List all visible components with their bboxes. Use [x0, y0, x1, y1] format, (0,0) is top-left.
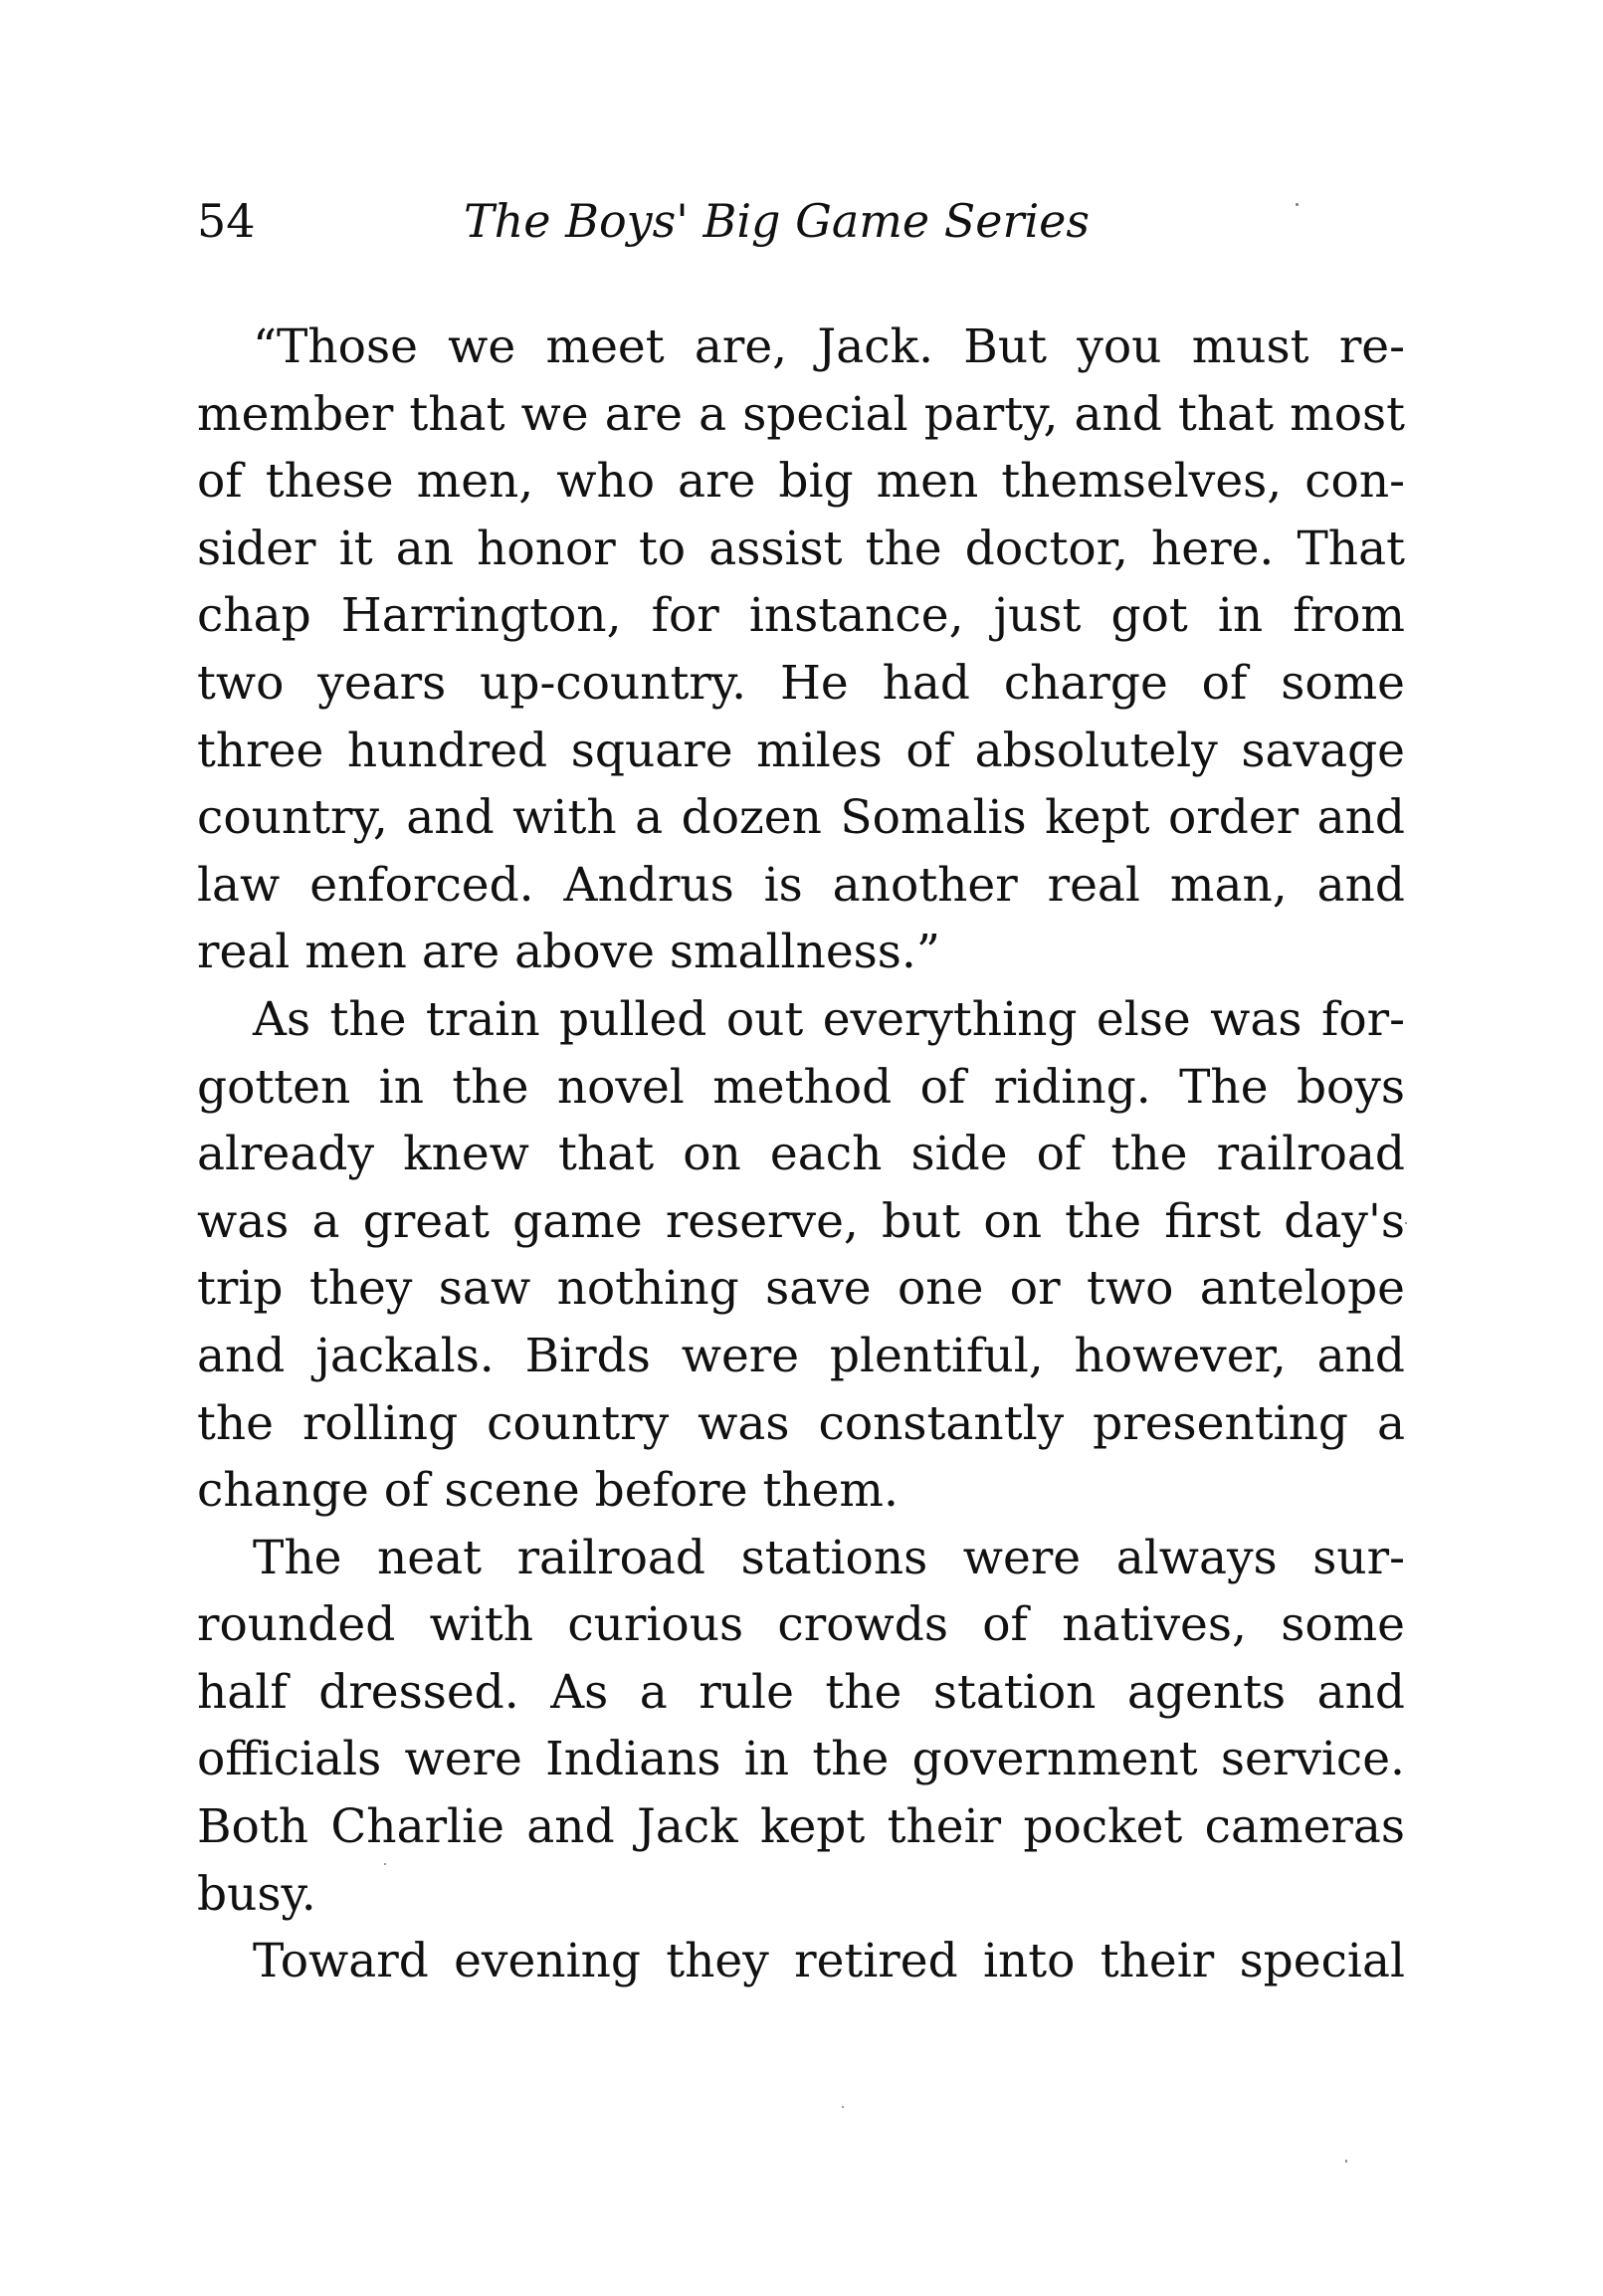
text-line: three hundred square miles of absolutely savage	[197, 723, 1405, 778]
text-line: and jackals. Birds were plentiful, however, and	[197, 1328, 1405, 1383]
running-head: The Boys' Big Game Series	[464, 194, 1090, 248]
print-speck	[1296, 203, 1299, 206]
text-line: chap Harrington, for instance, just got in from	[197, 588, 1405, 644]
text-line: change of scene before them.	[197, 1463, 899, 1519]
text-line: the rolling country was constantly presenting a	[197, 1395, 1405, 1451]
text-line: real men are above smallness.”	[197, 925, 940, 980]
text-line: country, and with a dozen Somalis kept order and	[197, 790, 1405, 846]
text-line: already knew that on each side of the railroad	[197, 1127, 1405, 1182]
text-line: Toward evening they retired into their special	[253, 1934, 1405, 1989]
text-line: half dressed. As a rule the station agents and	[197, 1664, 1405, 1720]
text-line: As the train pulled out everything else was for-	[253, 991, 1405, 1047]
paragraph-1	[197, 313, 1405, 986]
text-line: The neat railroad stations were always sur-	[253, 1530, 1405, 1585]
print-speck	[842, 2106, 844, 2108]
text-line: sider it an honor to assist the doctor, here. That	[197, 521, 1405, 576]
text-line: Both Charlie and Jack kept their pocket cameras	[197, 1799, 1405, 1855]
print-speck	[1405, 1222, 1407, 1224]
text-line: busy.	[197, 1866, 316, 1922]
print-speck	[1345, 2160, 1347, 2163]
text-line: was a great game reserve, but on the first day's	[197, 1193, 1405, 1249]
text-line: law enforced. Andrus is another real man, and	[197, 857, 1405, 913]
text-line: two years up-country. He had charge of some	[197, 655, 1405, 711]
text-line: of these men, who are big men themselves, con-	[197, 454, 1405, 510]
text-line: rounded with curious crowds of natives, some	[197, 1597, 1405, 1653]
text-line: gotten in the novel method of riding. The boys	[197, 1059, 1405, 1115]
text-line: officials were Indians in the government service.	[197, 1732, 1405, 1787]
text-line: trip they saw nothing save one or two antelope	[197, 1261, 1405, 1317]
paragraph-2	[197, 986, 1405, 1525]
body-text	[197, 313, 1405, 1995]
print-speck	[384, 1863, 386, 1865]
page-number: 54	[197, 194, 256, 248]
paragraph-3	[197, 1525, 1405, 1929]
paragraph-4	[197, 1928, 1405, 1995]
text-line: member that we are a special party, and that most	[197, 386, 1405, 442]
text-line: “Those we meet are, Jack. But you must re-	[253, 319, 1405, 374]
page-header	[197, 191, 1401, 261]
